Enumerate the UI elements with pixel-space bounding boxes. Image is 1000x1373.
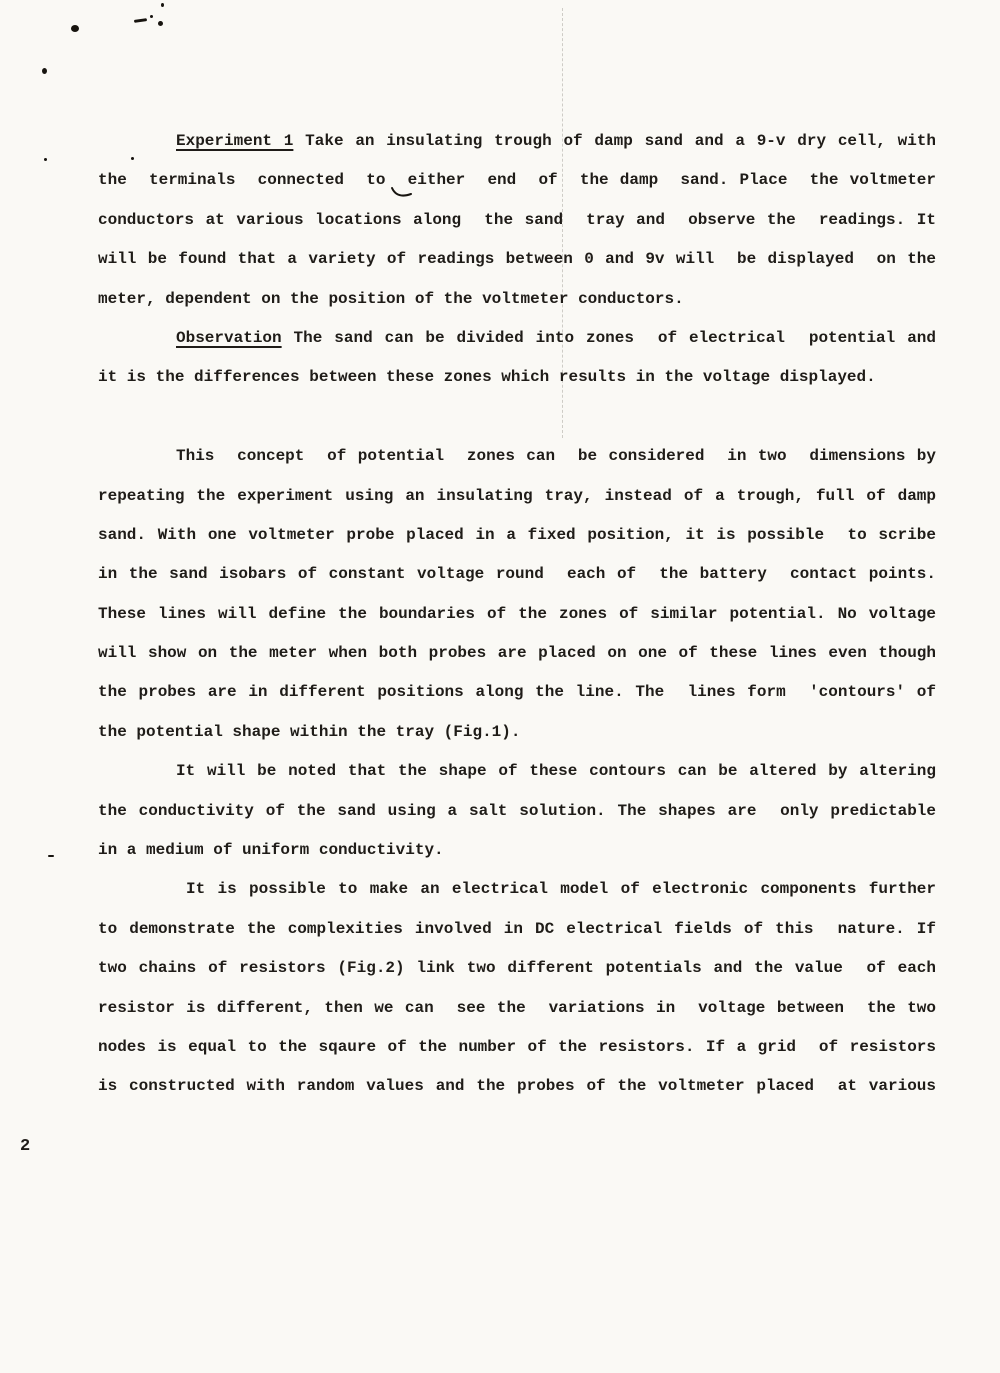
text-line: it is the differences between these zones which results in the voltage displayed. [98,368,876,387]
text-line: conductors at various locations along the sand tray and observe the readings. It [98,210,936,229]
text-line: is constructed with random values and the probes of the voltmeter placed at various [98,1077,936,1096]
underlined-heading: Experiment 1 [176,132,294,150]
text-line: Experiment 1 Take an insulating trough of damp sand and a 9-v dry cell, with [176,132,936,150]
text-line: two chains of resistors (Fig.2) link two different potentials and the value of each [98,959,936,978]
text-line: the probes are in different positions along the line. The lines form 'contours' of [98,683,936,702]
typewritten-text [98,122,936,1107]
text-line: It is possible to make an electrical model of electronic components further [186,880,936,899]
text-line: resistor is different, then we can see the variations in voltage between the two [98,998,936,1017]
text-line: nodes is equal to the sqaure of the number of the resistors. If a grid of resistors [98,1037,936,1056]
underlined-heading: Observation [176,328,282,347]
text-line: the potential shape within the tray (Fig.1). [98,722,521,741]
ink-speck [71,25,79,32]
text-line: sand. With one voltmeter probe placed in a fixed position, it is possible to scribe [98,525,936,544]
text-line: will be found that a variety of readings between 0 and 9v will be displayed on the [98,250,936,269]
text-line: the terminals connected to either end of the damp sand. Place the voltmeter [98,171,936,190]
text-line: the conductivity of the sand using a salt solution. The shapes are only predictable [98,801,936,820]
ink-speck [158,21,163,26]
text-line: This concept of potential zones can be considered in two dimensions by [176,447,936,466]
text-line: in the sand isobars of constant voltage round each of the battery contact points. [98,565,936,584]
blank-line [98,398,936,437]
text-line: These lines will define the boundaries of the zones of similar potential. No voltage [98,604,936,623]
page-number: 2 [20,1137,31,1156]
ink-speck [150,15,153,18]
ink-speck [134,18,147,23]
text-line: repeating the experiment using an insulating tray, instead of a trough, full of damp [98,486,936,505]
ink-speck [42,68,47,74]
text-line: It will be noted that the shape of these contours can be altered by altering [176,762,936,781]
text-line: Observation The sand can be divided into zones of electrical potential and [176,328,936,347]
ink-speck [44,158,47,161]
text-line: will show on the meter when both probes are placed on one of these lines even though [98,644,936,663]
text-line: meter, dependent on the position of the voltmeter conductors. [98,289,684,308]
text-line: to demonstrate the complexities involved in DC electrical fields of this nature. If [98,919,936,938]
ink-speck [161,3,164,7]
ink-speck [48,855,54,857]
text-line: in a medium of uniform conductivity. [98,841,444,860]
